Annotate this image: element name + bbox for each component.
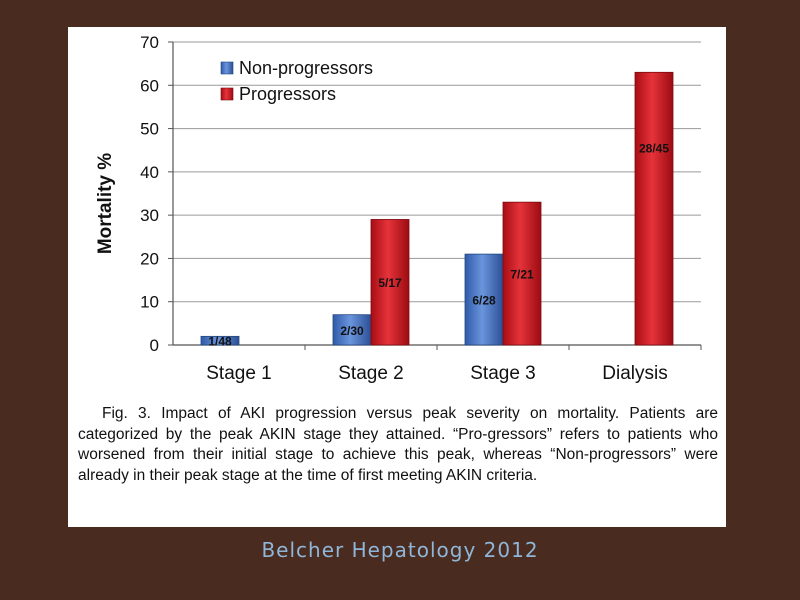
y-tick-label: 20 xyxy=(140,249,159,269)
legend-label-non-progressors: Non-progressors xyxy=(239,58,374,78)
legend-swatch-non-progressors xyxy=(221,62,233,74)
y-tick-label: 40 xyxy=(140,162,159,182)
x-tick-label: Stage 2 xyxy=(338,363,404,384)
figure-panel xyxy=(68,27,726,527)
legend-swatch-progressors xyxy=(221,88,233,100)
y-tick-label: 10 xyxy=(140,292,159,312)
bar-data-label: 6/28 xyxy=(472,293,496,308)
mortality-bar-chart xyxy=(68,27,726,397)
y-tick-label: 30 xyxy=(140,206,159,226)
bar-data-label: 2/30 xyxy=(340,323,364,338)
y-tick-label: 0 xyxy=(149,336,159,355)
x-tick-label: Stage 3 xyxy=(470,363,536,384)
legend-label-progressors: Progressors xyxy=(239,84,337,104)
y-tick-label: 50 xyxy=(140,119,159,139)
bar-progressors xyxy=(635,72,673,345)
x-tick-label: Stage 1 xyxy=(206,363,272,384)
bar-data-label: 7/21 xyxy=(510,267,534,282)
figure-caption: Fig. 3. Impact of AKI progression versus peak severity on mortality. Patients are categorized by the peak AKIN stage they attained. “Pro-gressors” refers to patients who worsened from their initial stage to achieve this peak, whereas “Non-progressors” were already in their peak stage at the time of first meeting AKIN criteria. xyxy=(78,405,718,484)
bar-data-label: 5/17 xyxy=(378,276,402,291)
y-tick-label: 70 xyxy=(140,33,159,52)
y-tick-label: 60 xyxy=(140,76,159,96)
bar-data-label: 28/45 xyxy=(638,141,670,156)
bar-data-label: 1/48 xyxy=(208,334,232,349)
x-tick-label: Dialysis xyxy=(602,363,668,384)
citation-footer: Belcher Hepatology 2012 xyxy=(261,538,539,562)
y-axis-title: Mortality % xyxy=(95,152,116,255)
